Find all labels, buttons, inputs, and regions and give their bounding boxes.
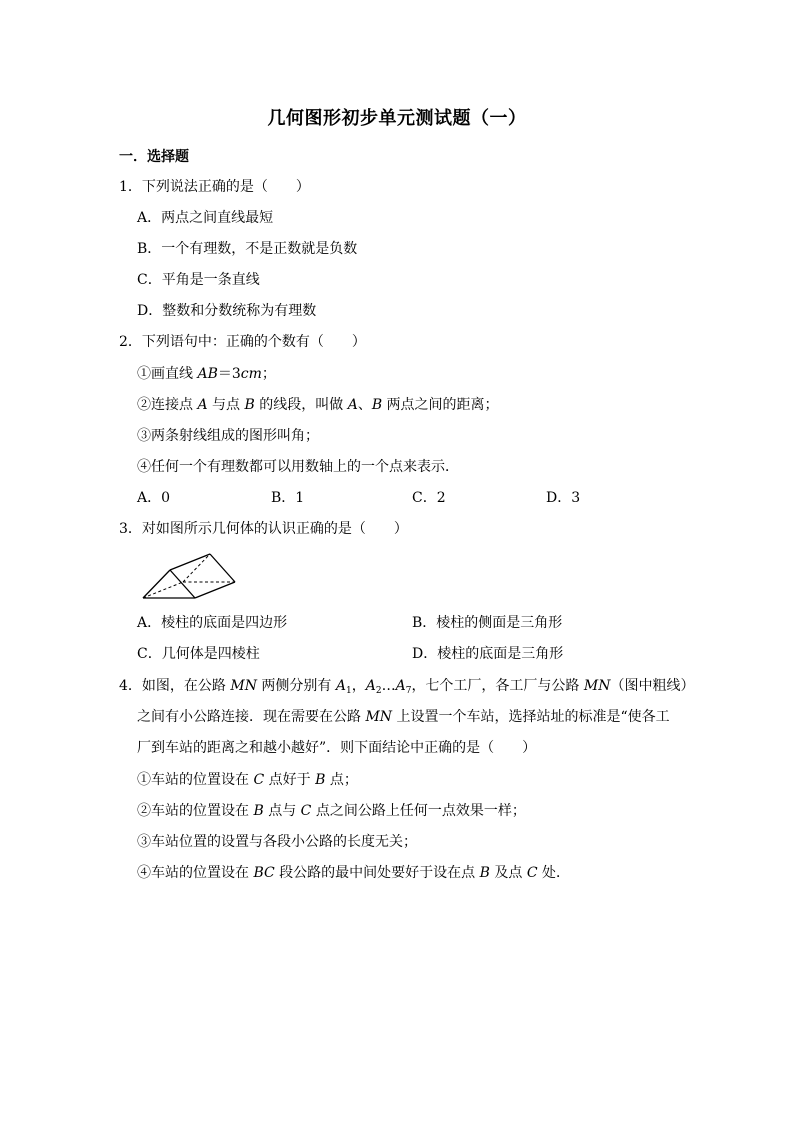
- section-heading: 一．选择题: [119, 149, 189, 165]
- q4-item-2: ②车站的位置设在 B 点与 C 点之间公路上任何一点效果一样；: [137, 803, 526, 819]
- q2-item-2: ②连接点 A 与点 B 的线段，叫做 A、B 两点之间的距离；: [137, 397, 499, 413]
- q4-stem-line-1: 4．如图，在公路 MN 两侧分别有 $A_1$，$A_2\dots A_7$，七个工厂，各工厂与公路 MN（图中粗线）: [119, 678, 695, 696]
- q4-item-3: ③车站位置的设置与各段小公路的长度无关；: [137, 834, 417, 850]
- q1-option-a[interactable]: A．两点之间直线最短: [137, 210, 274, 226]
- q3-option-a[interactable]: A．棱柱的底面是四边形: [137, 615, 288, 631]
- q2-option-a[interactable]: A．0: [137, 490, 171, 506]
- q2-item-3: ③两条射线组成的图形叫角；: [137, 428, 319, 444]
- q1-option-d[interactable]: D．整数和分数统称为有理数: [137, 303, 317, 319]
- q2-stem: 2．下列语句中：正确的个数有（ ）: [119, 334, 366, 350]
- q4-item-4: ④车站的位置设在 BC 段公路的最中间处要好于设在点 B 及点 C 处．: [137, 865, 570, 881]
- q2-item-1: ①画直线 AB＝3cm；: [137, 366, 276, 382]
- q4-stem-line-3: 厂到车站的距离之和越小越好”．则下面结论中正确的是（ ）: [137, 740, 537, 756]
- q2-option-c[interactable]: C．2: [412, 490, 446, 506]
- q2-option-d[interactable]: D．3: [546, 490, 581, 506]
- q2-item-4: ④任何一个有理数都可以用数轴上的一个点来表示．: [137, 459, 459, 475]
- q4-stem-line-2: 之间有小公路连接．现在需要在公路 MN 上设置一个车站，选择站址的标准是“使各工: [137, 709, 670, 725]
- page-title: 几何图形初步单元测试题（一）: [267, 108, 527, 129]
- q3-option-c[interactable]: C．几何体是四棱柱: [137, 646, 260, 662]
- triangular-prism-figure: [139, 551, 239, 603]
- q4-item-1: ①车站的位置设在 C 点好于 B 点；: [137, 772, 358, 788]
- q1-option-c[interactable]: C．平角是一条直线: [137, 272, 260, 288]
- q2-option-b[interactable]: B．1: [271, 490, 305, 506]
- q3-option-b[interactable]: B．棱柱的侧面是三角形: [412, 615, 563, 631]
- q3-stem: 3．对如图所示几何体的认识正确的是（ ）: [119, 521, 408, 537]
- q3-option-d[interactable]: D．棱柱的底面是三角形: [412, 646, 564, 662]
- q1-option-b[interactable]: B．一个有理数，不是正数就是负数: [137, 241, 358, 257]
- q1-stem: 1．下列说法正确的是（ ）: [119, 179, 310, 195]
